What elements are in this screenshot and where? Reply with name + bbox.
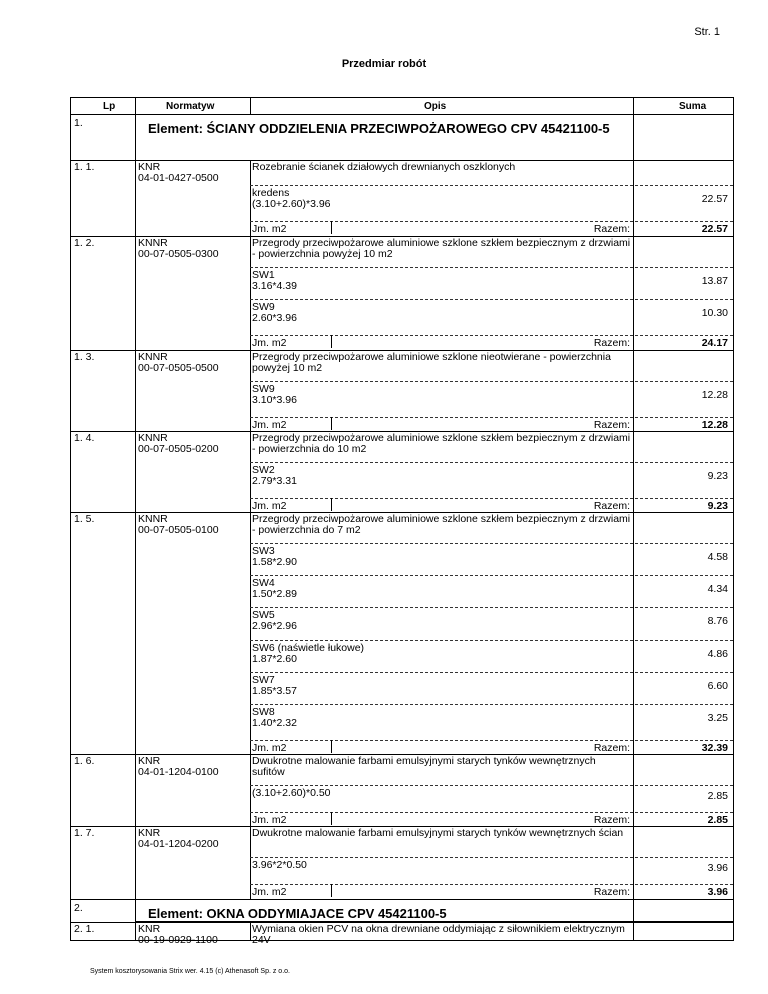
description-line: Przegrody przeciwpożarowe aluminiowe szklone nieotwierane - powierzchnia — [252, 351, 611, 363]
normatyw-type: KNR — [138, 161, 161, 173]
razem-label: Razem: — [593, 886, 630, 898]
razem-separator — [250, 417, 733, 418]
element-title: Element: OKNA ODDYMIAJACE CPV 45421100-5 — [148, 906, 447, 921]
description-line: Dwukrotne malowanie farbami emulsyjnymi starych tynków wewnętrznych ścian — [252, 827, 624, 839]
unit-label: Jm. m2 — [252, 500, 287, 512]
description-line: Rozebranie ścianek działowych drewnianych oszklonych — [252, 161, 516, 173]
razem-value: 2.85 — [707, 814, 728, 826]
position-number: 2. 1. — [74, 923, 95, 935]
measurement-label: 3.96*2*0.50 — [252, 859, 307, 871]
description-line: Przegrody przeciwpożarowe aluminiowe szklone szkłem bezpiecznym z drzwiami — [252, 237, 631, 249]
razem-value: 3.96 — [707, 886, 728, 898]
measurement-formula: 1.87*2.60 — [252, 653, 297, 665]
normatyw-type: KNR — [138, 923, 161, 935]
measurement-formula: 2.96*2.96 — [252, 620, 297, 632]
measurement-separator — [250, 299, 733, 300]
normatyw-code: 00-07-0505-0300 — [138, 248, 219, 260]
measurement-label: SW7 — [252, 674, 275, 686]
measurement-separator — [250, 267, 733, 268]
measurement-separator — [250, 857, 733, 858]
measurement-formula: 2.60*3.96 — [252, 312, 297, 324]
normatyw-type: KNR — [138, 827, 161, 839]
position-number: 1. 1. — [74, 161, 95, 173]
measurement-separator — [250, 672, 733, 673]
measurement-value: 12.28 — [701, 389, 728, 401]
unit-label: Jm. m2 — [252, 814, 287, 826]
position-number: 1. 5. — [74, 513, 95, 525]
column-divider-opis — [250, 922, 251, 940]
column-divider-opis — [250, 826, 251, 899]
razem-label: Razem: — [593, 419, 630, 431]
razem-value: 24.17 — [701, 337, 728, 349]
description-line: Wymiana okien PCV na okna drewniane oddymiając z siłownikiem elektrycznym — [252, 923, 625, 935]
normatyw-code: 00-07-0505-0200 — [138, 443, 219, 455]
normatyw-code: 00-07-0505-0500 — [138, 362, 219, 374]
element-number: 2. — [74, 902, 83, 914]
razem-value: 9.23 — [707, 500, 728, 512]
measurement-separator — [250, 640, 733, 641]
razem-label: Razem: — [593, 223, 630, 235]
normatyw-type: KNR — [138, 755, 161, 767]
normatyw-code: 04-01-1204-0200 — [138, 838, 219, 850]
measurement-separator — [250, 381, 733, 382]
column-divider-lp — [135, 97, 136, 940]
position-number: 1. 3. — [74, 351, 95, 363]
measurement-value: 10.30 — [701, 307, 728, 319]
unit-label: Jm. m2 — [252, 337, 287, 349]
razem-separator — [250, 498, 733, 499]
measurement-formula: (3.10+2.60)*3.96 — [252, 198, 331, 210]
unit-label: Jm. m2 — [252, 419, 287, 431]
measurement-value: 3.25 — [707, 712, 728, 724]
position-number: 1. 6. — [74, 755, 95, 767]
measurement-separator — [250, 185, 733, 186]
normatyw-type: KNNR — [138, 237, 168, 249]
table-right-border — [733, 97, 734, 940]
measurement-formula: 1.40*2.32 — [252, 717, 297, 729]
measurement-value: 8.76 — [707, 615, 728, 627]
cost-estimate-table — [70, 97, 733, 946]
measurement-value: 3.96 — [707, 862, 728, 874]
razem-label: Razem: — [593, 814, 630, 826]
document-title: Przedmiar robót — [341, 58, 427, 70]
measurement-value: 2.85 — [707, 790, 728, 802]
measurement-label: SW4 — [252, 577, 275, 589]
measurement-label: SW1 — [252, 269, 275, 281]
measurement-label: SW2 — [252, 464, 275, 476]
measurement-separator — [250, 462, 733, 463]
razem-label: Razem: — [593, 337, 630, 349]
razem-value: 12.28 — [701, 419, 728, 431]
razem-separator — [250, 812, 733, 813]
description-line: - powierzchnia do 7 m2 — [252, 524, 361, 536]
measurement-label: kredens — [252, 187, 290, 199]
description-line: powyżej 10 m2 — [252, 362, 323, 374]
description-line: Dwukrotne malowanie farbami emulsyjnymi starych tynków wewnętrznych — [252, 755, 596, 767]
description-line: - powierzchnia do 10 m2 — [252, 443, 367, 455]
table-left-border — [70, 97, 71, 940]
description-line: sufitów — [252, 766, 285, 778]
unit-label: Jm. m2 — [252, 742, 287, 754]
measurement-label: SW9 — [252, 383, 275, 395]
measurement-separator — [250, 785, 733, 786]
measurement-separator — [250, 543, 733, 544]
position-number: 1. 4. — [74, 432, 95, 444]
element-row-top-border — [70, 114, 733, 115]
footer-note: System kosztorysowania Strix wer. 4.15 (c) Athenasoft Sp. z o.o. — [90, 968, 290, 975]
measurement-label: SW9 — [252, 301, 275, 313]
measurement-value: 22.57 — [701, 193, 728, 205]
description-line: 24V — [252, 934, 271, 946]
razem-separator — [250, 221, 733, 222]
normatyw-type: KNNR — [138, 432, 168, 444]
measurement-value: 4.86 — [707, 648, 728, 660]
razem-separator — [250, 335, 733, 336]
normatyw-code: 00-07-0505-0100 — [138, 524, 219, 536]
measurement-formula: 1.58*2.90 — [252, 556, 297, 568]
measurement-label: SW3 — [252, 545, 275, 557]
normatyw-code: 04-01-1204-0100 — [138, 766, 219, 778]
description-line: Przegrody przeciwpożarowe aluminiowe szklone szkłem bezpiecznym z drzwiami — [252, 513, 631, 525]
measurement-separator — [250, 704, 733, 705]
element-title: Element: ŚCIANY ODDZIELENIA PRZECIWPOŻAROWEGO CPV 45421100-5 — [148, 121, 610, 136]
header-suma: Suma — [679, 101, 707, 112]
description-line: - powierzchnia powyżej 10 m2 — [252, 248, 393, 260]
unit-label: Jm. m2 — [252, 886, 287, 898]
measurement-formula: 2.79*3.31 — [252, 475, 297, 487]
measurement-formula: 3.16*4.39 — [252, 280, 297, 292]
measurement-value: 4.58 — [707, 551, 728, 563]
measurement-separator — [250, 575, 733, 576]
measurement-label: SW5 — [252, 609, 275, 621]
position-number: 1. 7. — [74, 827, 95, 839]
position-number: 1. 2. — [74, 237, 95, 249]
header-opis: Opis — [424, 101, 447, 112]
normatyw-type: KNNR — [138, 513, 168, 525]
razem-label: Razem: — [593, 742, 630, 754]
measurement-formula: 1.50*2.89 — [252, 588, 297, 600]
page-number: Str. 1 — [694, 26, 720, 38]
measurement-value: 6.60 — [707, 680, 728, 692]
header-normatyw: Normatyw — [166, 101, 215, 112]
measurement-label: (3.10+2.60)*0.50 — [252, 787, 331, 799]
measurement-value: 13.87 — [701, 275, 728, 287]
measurement-label: SW6 (naświetle łukowe) — [252, 642, 365, 654]
unit-label: Jm. m2 — [252, 223, 287, 235]
column-divider-opis — [250, 97, 251, 114]
razem-label: Razem: — [593, 500, 630, 512]
element-row-top-border — [70, 899, 733, 900]
razem-value: 22.57 — [701, 223, 728, 235]
measurement-separator — [250, 607, 733, 608]
measurement-formula: 1.85*3.57 — [252, 685, 297, 697]
measurement-label: SW8 — [252, 706, 275, 718]
normatyw-type: KNNR — [138, 351, 168, 363]
razem-value: 32.39 — [701, 742, 728, 754]
normatyw-code: 04-01-0427-0500 — [138, 172, 219, 184]
measurement-value: 4.34 — [707, 583, 728, 595]
description-line: Przegrody przeciwpożarowe aluminiowe szklone szkłem bezpiecznym z drzwiami — [252, 432, 631, 444]
normatyw-code: 00-19-0929-1100 — [138, 934, 218, 946]
measurement-formula: 3.10*3.96 — [252, 394, 297, 406]
razem-separator — [250, 884, 733, 885]
element-number: 1. — [74, 117, 83, 129]
header-lp: Lp — [103, 101, 116, 112]
measurement-value: 9.23 — [707, 470, 728, 482]
razem-separator — [250, 740, 733, 741]
